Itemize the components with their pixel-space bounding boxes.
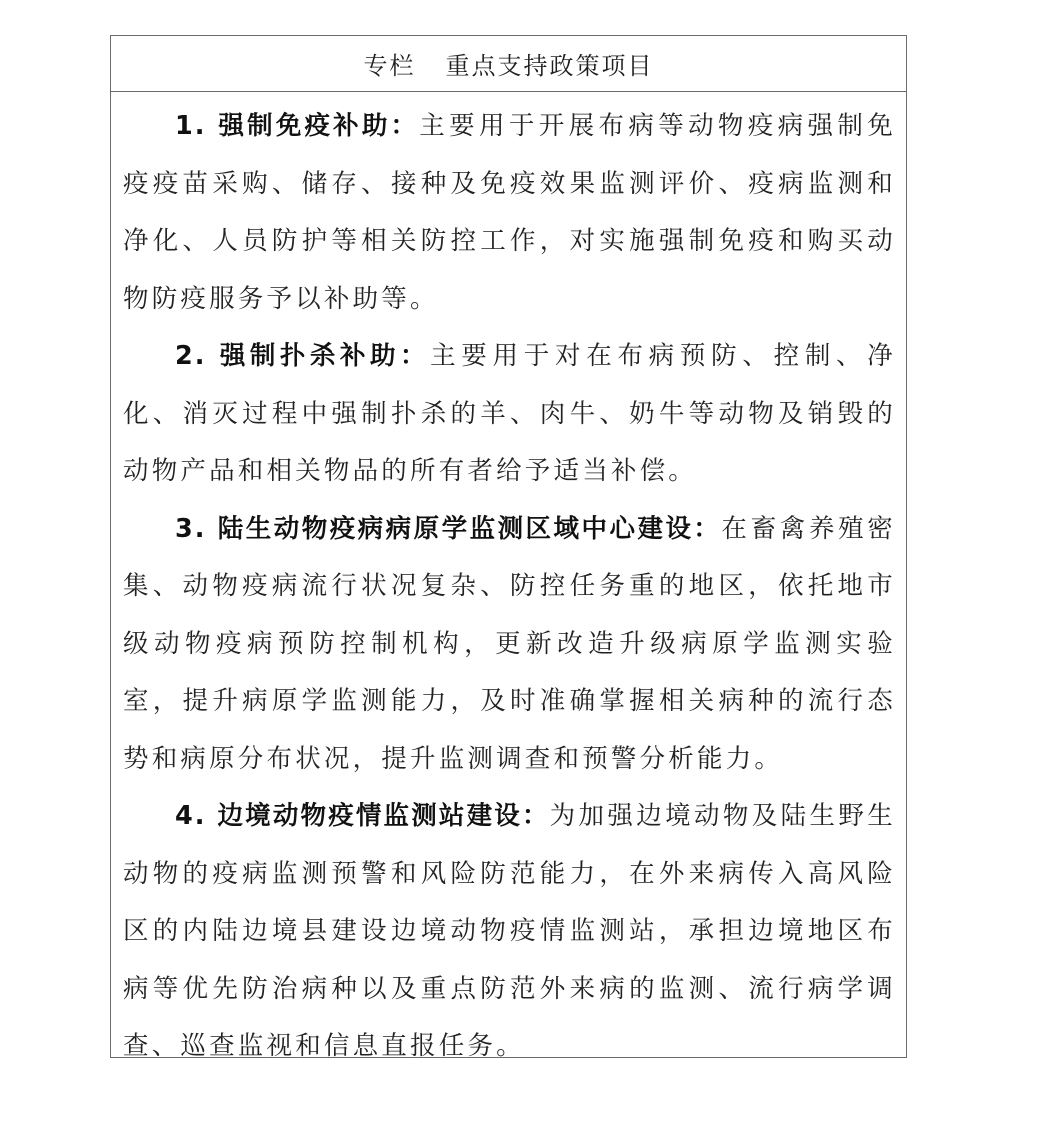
policy-item — [123, 98, 896, 328]
policy-item-heading: 1. 强制免疫补助： — [175, 111, 420, 141]
table-title: 重点支持政策项目 — [445, 52, 654, 80]
policy-table — [110, 35, 907, 1061]
policy-item — [123, 788, 896, 1076]
policy-item-heading: 2. 强制扑杀补助： — [175, 341, 431, 371]
policy-item-text: 主要用于对在布病预防、控制、净化、消灭过程中强制扑杀的羊、肉牛、奶牛等动物及销毁的动物产品和相关物品的所有者给予适当补偿。 — [123, 341, 896, 486]
policy-item-text: 主要用于开展布病等动物疫病强制免疫疫苗采购、储存、接种及免疫效果监测评价、疫病监测和净化、人员防护等相关防控工作，对实施强制免疫和购买动物防疫服务予以补助等。 — [123, 111, 897, 314]
table-header — [111, 36, 906, 92]
policy-item — [123, 328, 896, 501]
policy-item — [123, 501, 896, 789]
table-body — [111, 92, 906, 1076]
policy-item-text: 为加强边境动物及陆生野生动物的疫病监测预警和风险防范能力，在外来病传入高风险区的内陆边境县建设边境动物疫情监测站，承担边境地区布病等优先防治病种以及重点防范外来病的监测、流行病学调查、巡查监视和信息直报任务。 — [123, 801, 897, 1061]
policy-item-text: 在畜禽养殖密集、动物疫病流行状况复杂、防控任务重的地区，依托地市级动物疫病预防控制机构，更新改造升级病原学监测实验室，提升病原学监测能力，及时准确掌握相关病种的流行态势和病原分布状况，提升监测调查和预警分析能力。 — [123, 513, 896, 774]
column-label: 专栏 — [363, 52, 416, 80]
policy-item-heading: 4. 边境动物疫情监测站建设： — [175, 801, 550, 831]
policy-item-heading: 3. 陆生动物疫病病原学监测区域中心建设： — [175, 513, 722, 544]
